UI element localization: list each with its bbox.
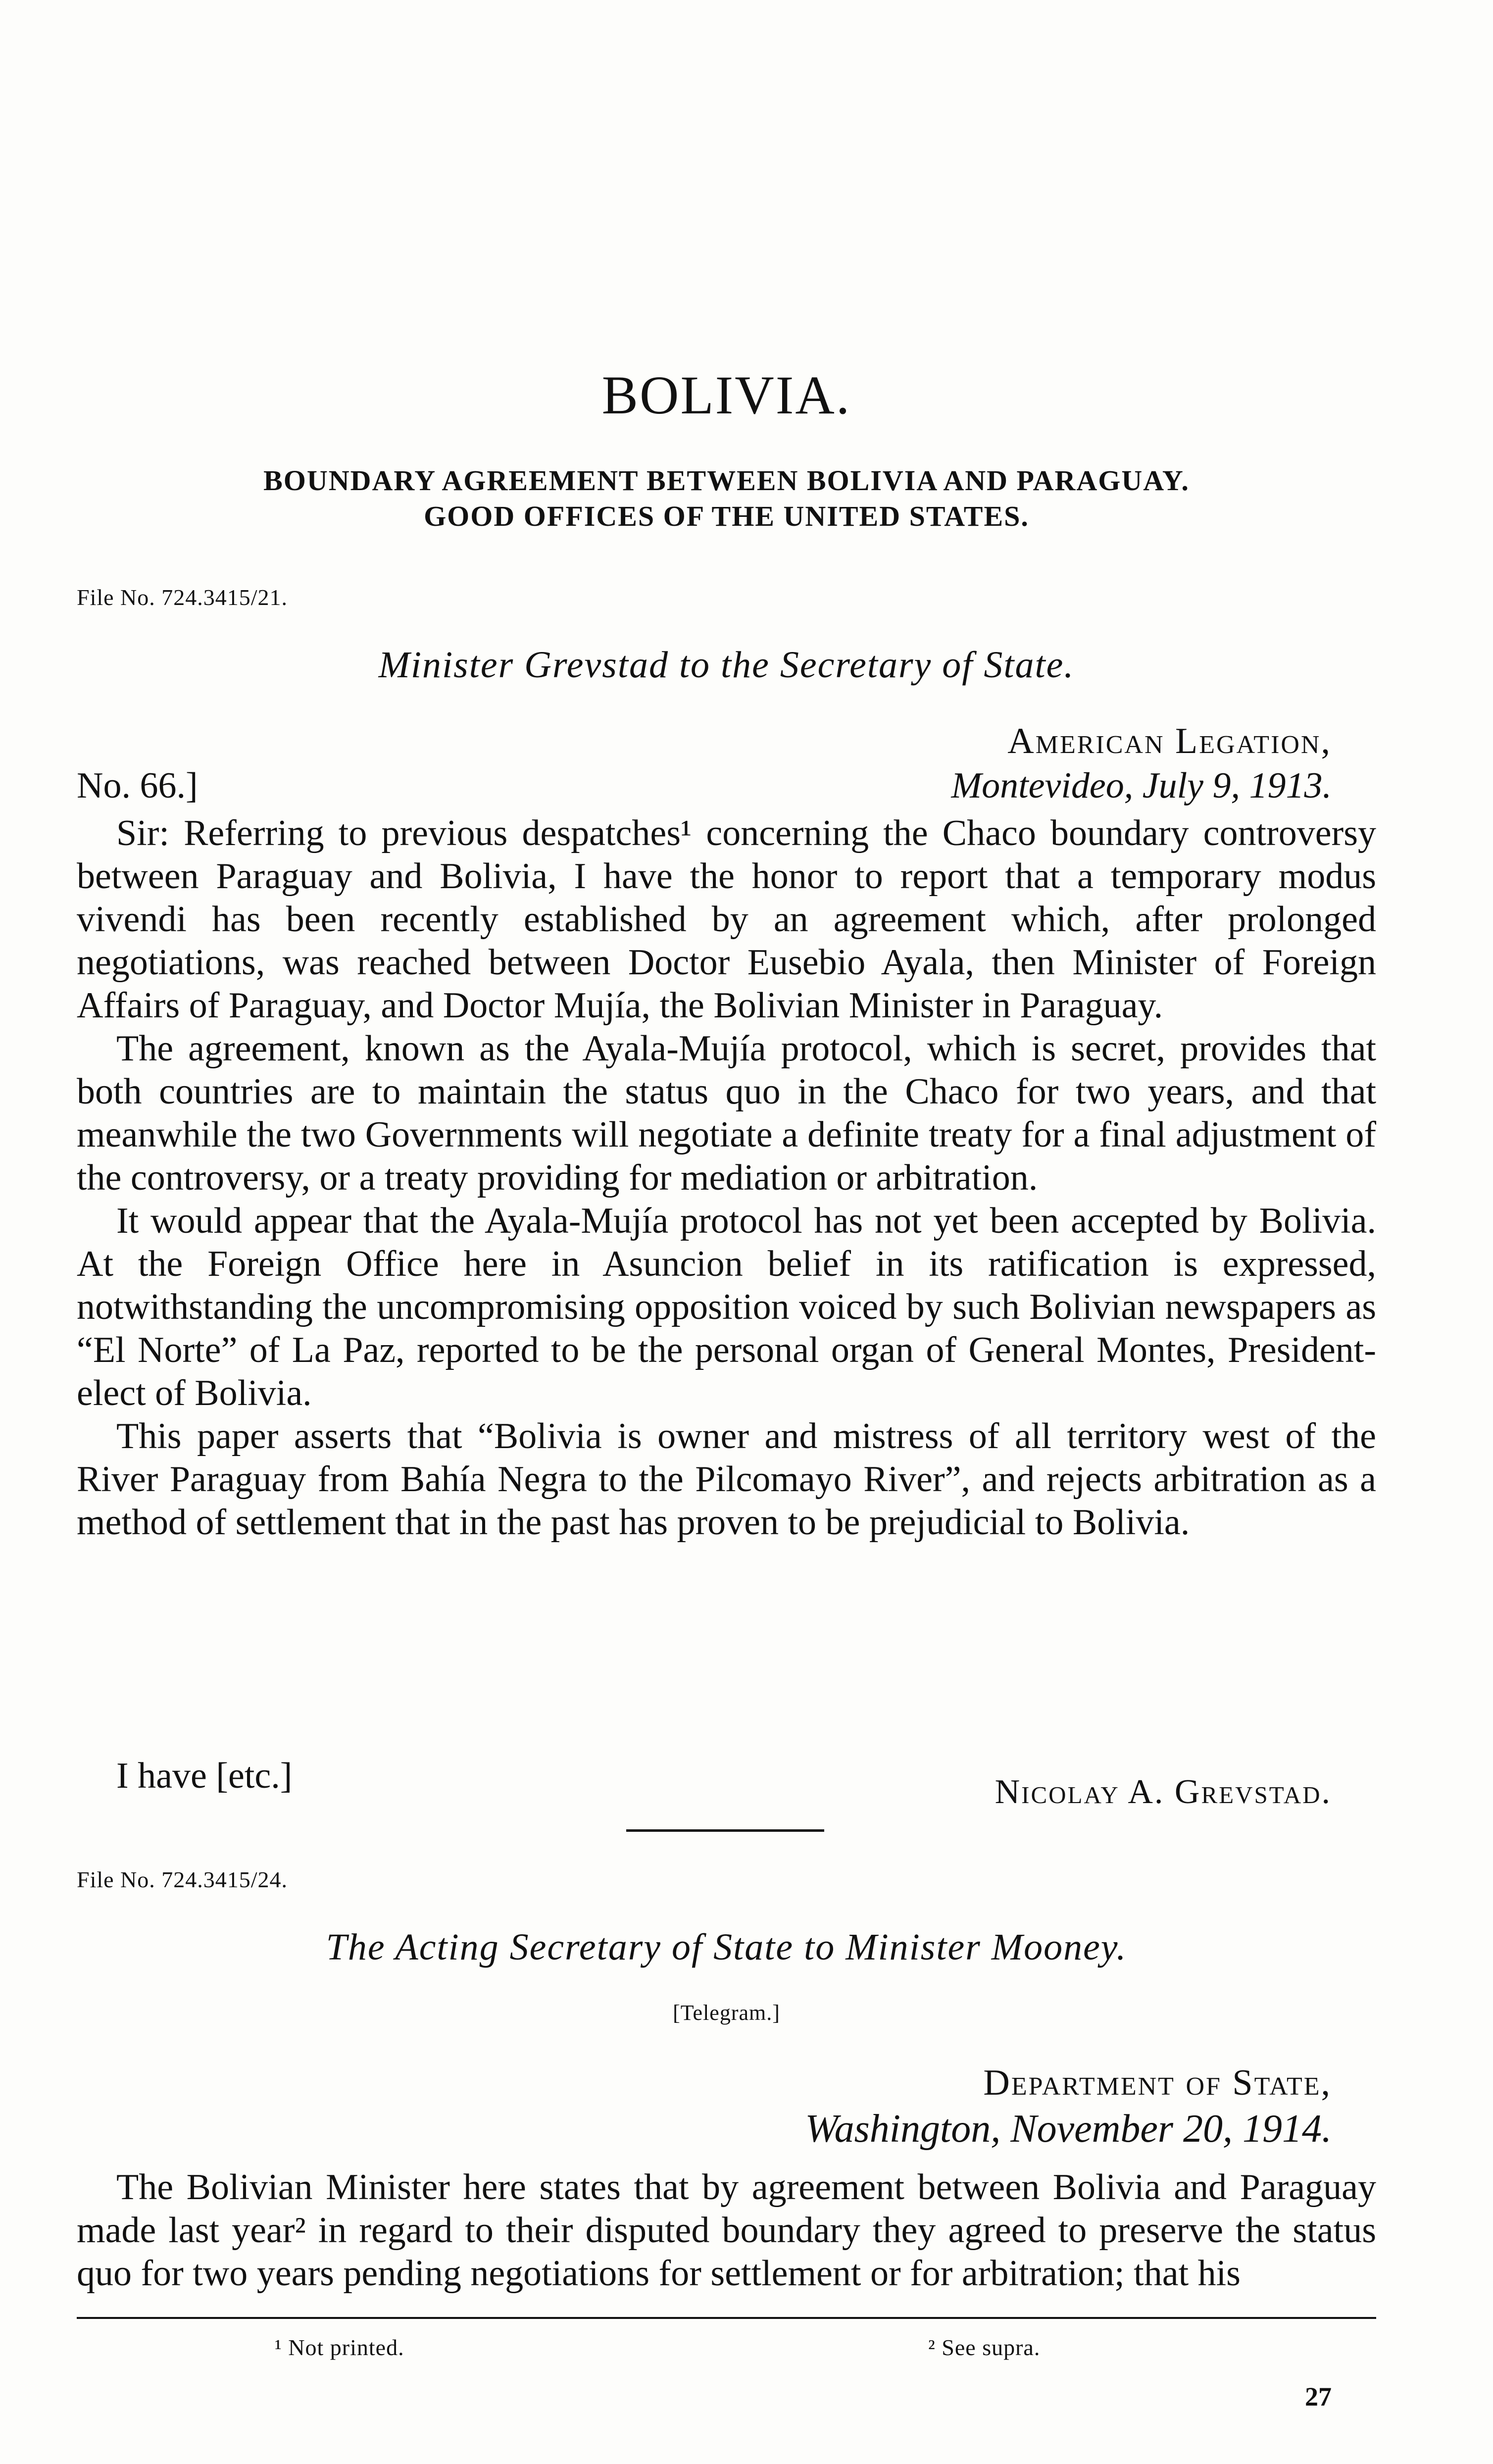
file-number-2: File No. 724.3415/24. [77,1867,288,1892]
paragraph: It would appear that the Ayala-Mujía protocol has not yet been accepted by Bolivia. At the Foreign Office here in Asuncion belief in its ratification is expressed, notwithstanding the uncompromising opposition voiced by such Bolivian newspapers as “El Norte” of La Paz, reported to be the personal organ of General Montes, President-elect of Bolivia. [77,1201,1376,1413]
sender-place-1: American Legation, [1007,721,1332,761]
subtitle-boundary-agreement: BOUNDARY AGREEMENT BETWEEN BOLIVIA AND PARAGUAY. [263,464,1190,497]
subtitle-good-offices: GOOD OFFICES OF THE UNITED STATES. [424,500,1029,532]
sender-place-2: Department of State, [983,2062,1332,2103]
footnote-1: ¹ Not printed. [275,2335,404,2360]
letter-heading-2: The Acting Secretary of State to Minister Mooney. [326,1926,1127,1968]
footnote-rule [77,2317,1376,2319]
file-number-1: File No. 724.3415/21. [77,585,288,610]
paragraph: The agreement, known as the Ayala-Mujía protocol, which is secret, provides that both countries are to maintain the status quo in the Chaco for two years, and that meanwhile the two Governments will negotiate a definite treaty for a final adjustment of the controversy, or a treaty providing for mediation or arbitration. [77,1028,1376,1198]
section-divider [626,1829,824,1832]
date-line-1: Montevideo, July 9, 1913. [951,765,1332,806]
despatch-number: No. 66.] [77,765,198,806]
paragraph: The Bolivian Minister here states that by agreement between Bolivia and Paraguay made last year² in regard to their disputed boundary they agreed to preserve the status quo for two years pending negotiations for settlement or for arbitration; that his [77,2167,1376,2294]
section-subtitles [77,463,1376,534]
telegram-label: [Telegram.] [673,2001,780,2025]
closing-line: I have [etc.] [116,1756,293,1796]
paragraph: This paper asserts that “Bolivia is owner and mistress of all territory west of the River Paraguay from Bahía Negra to the Pilcomayo River”, and rejects arbitration as a method of settlement that in the past has proven to be prejudicial to Bolivia. [77,1416,1376,1543]
paragraph: Sir: Referring to previous despatches¹ concerning the Chaco boundary controversy between Paraguay and Bolivia, I have the honor to report that a temporary modus vivendi has been recently established by an agreement which, after prolonged negotiations, was reached between Doctor Eusebio Ayala, then Minister of Foreign Affairs of Paraguay, and Doctor Mujía, the Bolivian Minister in Paraguay. [77,813,1376,1026]
page-title: BOLIVIA. [601,365,851,425]
signature: Nicolay A. Grevstad. [995,1773,1332,1811]
document-page [77,0,1376,2464]
page-number: 27 [1305,2382,1332,2412]
footnote-2: ² See supra. [928,2335,1041,2360]
letter-body-2 [77,2166,1376,2295]
letter-heading-1: Minister Grevstad to the Secretary of State. [378,644,1075,686]
date-line-2: Washington, November 20, 1914. [805,2107,1332,2151]
letter-body-1 [77,812,1376,1544]
